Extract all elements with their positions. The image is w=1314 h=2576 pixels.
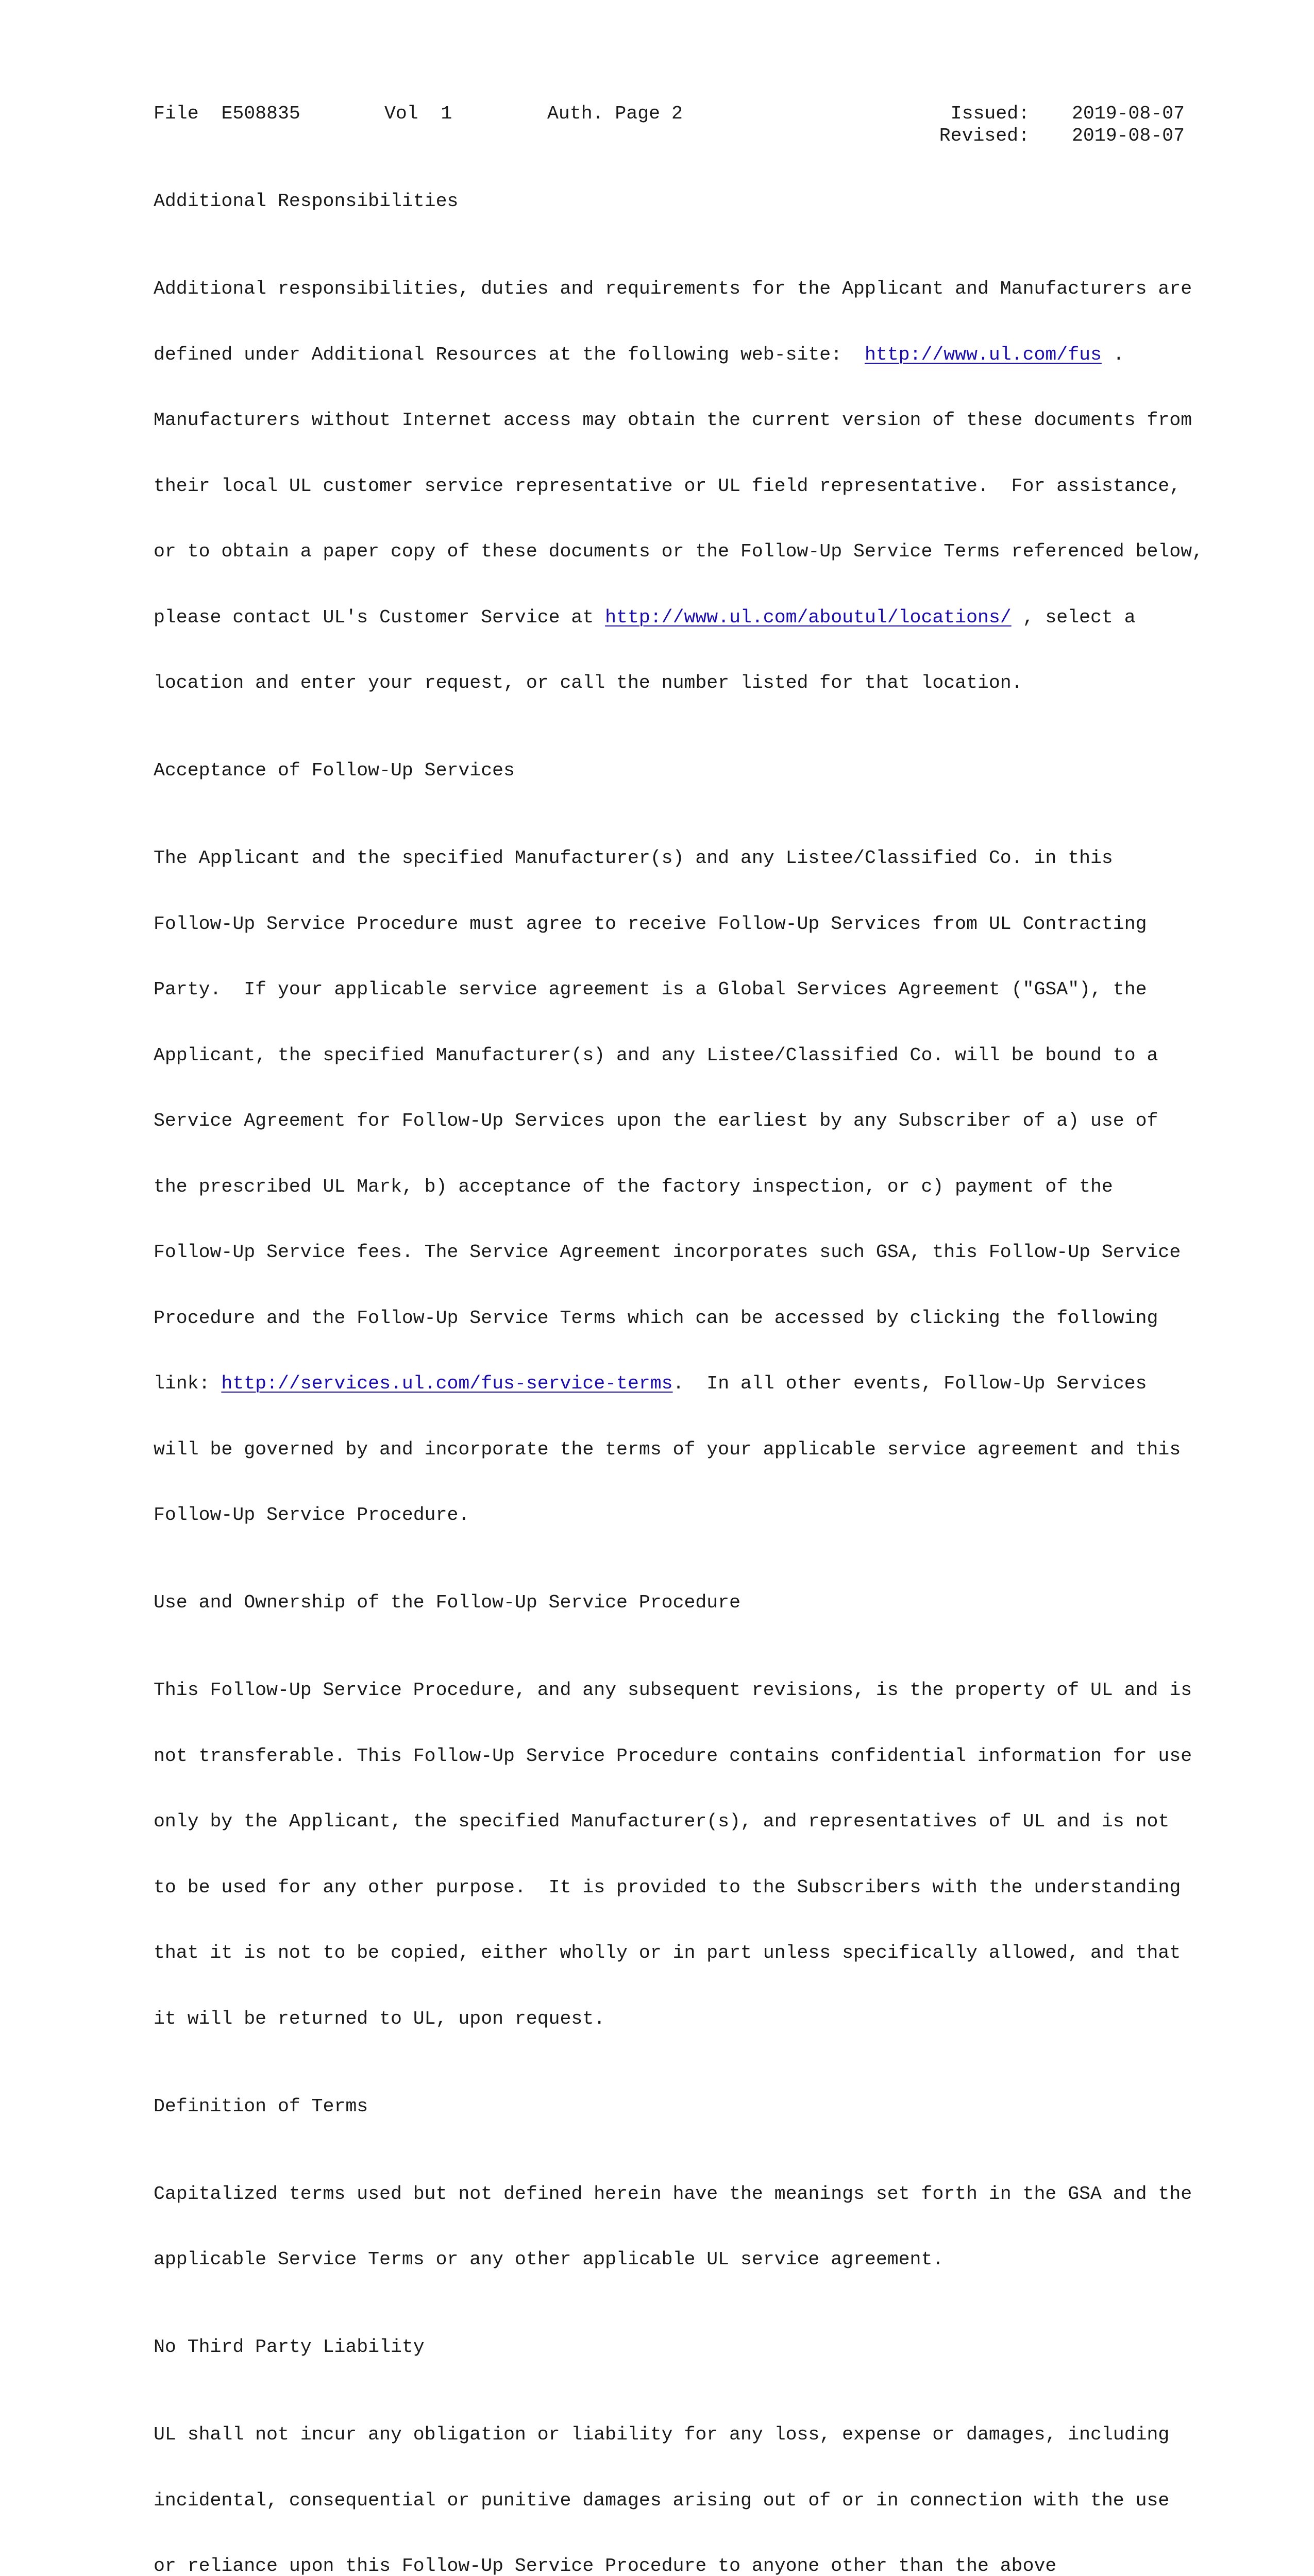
text-line: it will be returned to UL, upon request. bbox=[154, 2008, 605, 2029]
text-line: Service Agreement for Follow-Up Services upon the earliest by any Subscriber of a) use of bbox=[154, 1110, 1158, 1131]
paragraph-liability bbox=[154, 2380, 1287, 2576]
vol-label: Vol bbox=[384, 103, 418, 124]
text-line: incidental, consequential or punitive damages arising out of or in connection with the use bbox=[154, 2489, 1170, 2511]
revised-label: Revised: bbox=[939, 125, 1030, 146]
text-line: only by the Applicant, the specified Manufacturer(s), and representatives of UL and is not bbox=[154, 1811, 1170, 1832]
text-line: Manufacturers without Internet access may obtain the current version of these documents from bbox=[154, 410, 1192, 431]
text-line: Applicant, the specified Manufacturer(s) and any Listee/Classified Co. will be bound to a bbox=[154, 1044, 1158, 1066]
paragraph-acceptance bbox=[154, 804, 1287, 1570]
text-line: Additional responsibilities, duties and requirements for the Applicant and Manufacturers are bbox=[154, 278, 1192, 299]
locations-link[interactable]: http://www.ul.com/aboutul/locations/ bbox=[605, 606, 1012, 628]
paragraph-ownership bbox=[154, 1636, 1287, 2074]
document-page bbox=[154, 103, 1287, 2576]
text-line: Follow-Up Service fees. The Service Agreement incorporates such GSA, this Follow-Up Service bbox=[154, 1242, 1181, 1263]
text-run: . bbox=[1101, 344, 1124, 365]
text-line: Follow-Up Service Procedure. bbox=[154, 1504, 470, 1526]
text-line: the prescribed UL Mark, b) acceptance of the factory inspection, or c) payment of the bbox=[154, 1176, 1113, 1197]
section-heading-liability: No Third Party Liability bbox=[154, 2336, 425, 2358]
issued-date: 2019-08-07 bbox=[1072, 103, 1185, 124]
text-line bbox=[154, 344, 1287, 366]
file-value: E508835 bbox=[221, 103, 300, 124]
auth-page: Auth. Page 2 bbox=[547, 103, 683, 124]
text-line bbox=[154, 1373, 1287, 1395]
document-header bbox=[154, 103, 1287, 147]
text-line bbox=[154, 607, 1287, 629]
revised-date: 2019-08-07 bbox=[1072, 125, 1185, 146]
text-line: Procedure and the Follow-Up Service Terms which can be accessed by clicking the following bbox=[154, 1307, 1158, 1329]
text-run: . In all other events, Follow-Up Services bbox=[672, 1373, 1147, 1394]
section-heading-acceptance: Acceptance of Follow-Up Services bbox=[154, 760, 515, 781]
text-line: The Applicant and the specified Manufacturer(s) and any Listee/Classified Co. in this bbox=[154, 848, 1113, 869]
text-run: link: bbox=[154, 1373, 222, 1394]
header-row-1 bbox=[154, 103, 1287, 125]
text-line: that it is not to be copied, either wholly or in part unless specifically allowed, and that bbox=[154, 1942, 1181, 1963]
section-heading-definition: Definition of Terms bbox=[154, 2095, 368, 2117]
text-line: applicable Service Terms or any other applicable UL service agreement. bbox=[154, 2249, 944, 2270]
text-line: location and enter your request, or call the number listed for that location. bbox=[154, 672, 1023, 693]
text-run: defined under Additional Resources at the following web-site: bbox=[154, 344, 865, 365]
text-line: or reliance upon this Follow-Up Service Procedure to anyone other than the above bbox=[154, 2555, 1057, 2576]
volume bbox=[384, 103, 452, 125]
text-run: please contact UL's Customer Service at bbox=[154, 606, 605, 628]
text-line: or to obtain a paper copy of these documents or the Follow-Up Service Terms referenced below, bbox=[154, 541, 1204, 562]
paragraph-definition bbox=[154, 2140, 1287, 2315]
section-heading-ownership: Use and Ownership of the Follow-Up Service Procedure bbox=[154, 1592, 740, 1613]
text-run: , select a bbox=[1011, 606, 1136, 628]
issued-label: Issued: bbox=[950, 103, 1030, 124]
fus-link[interactable]: http://www.ul.com/fus bbox=[864, 344, 1102, 365]
header-row-2 bbox=[154, 125, 1287, 147]
text-line: UL shall not incur any obligation or liability for any loss, expense or damages, including bbox=[154, 2424, 1170, 2445]
paragraph-additional-responsibilities bbox=[154, 234, 1287, 738]
file-number bbox=[154, 103, 300, 125]
vol-value: 1 bbox=[441, 103, 452, 124]
text-line: This Follow-Up Service Procedure, and any subsequent revisions, is the property of UL and is bbox=[154, 1680, 1192, 1701]
text-line: will be governed by and incorporate the terms of your applicable service agreement and this bbox=[154, 1438, 1181, 1460]
text-line: Capitalized terms used but not defined herein have the meanings set forth in the GSA and the bbox=[154, 2183, 1192, 2205]
text-line: Party. If your applicable service agreement is a Global Services Agreement ("GSA"), the bbox=[154, 979, 1147, 1000]
service-terms-link[interactable]: http://services.ul.com/fus-service-terms bbox=[221, 1373, 673, 1394]
text-line: their local UL customer service representative or UL field representative. For assistance, bbox=[154, 475, 1181, 497]
text-line: to be used for any other purpose. It is provided to the Subscribers with the understanding bbox=[154, 1876, 1181, 1898]
text-line: Follow-Up Service Procedure must agree to receive Follow-Up Services from UL Contracting bbox=[154, 913, 1147, 935]
file-label: File bbox=[154, 103, 199, 124]
text-line: not transferable. This Follow-Up Service Procedure contains confidential information for use bbox=[154, 1745, 1192, 1767]
section-heading-additional-responsibilities: Additional Responsibilities bbox=[154, 191, 459, 212]
